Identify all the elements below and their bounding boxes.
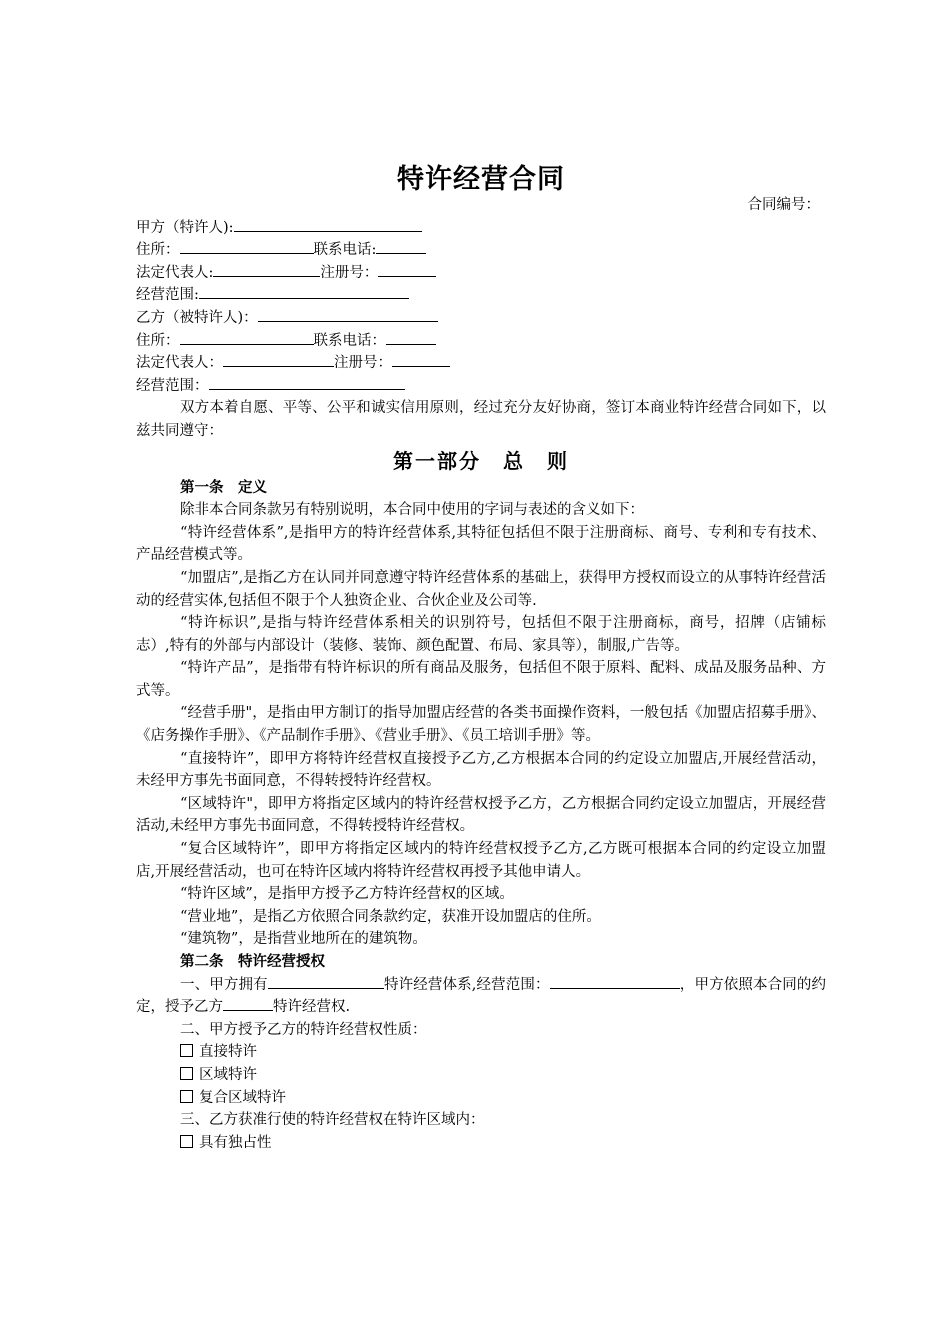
grant-clause-1 xyxy=(136,974,826,1019)
party-b-legal-rep-field[interactable] xyxy=(223,352,334,367)
option-label: 区域特许 xyxy=(199,1066,257,1083)
party-b-address-label: 住所： xyxy=(136,332,180,349)
grant-clause-1-part-c: ，甲方依照本合同的约定，授予乙方 xyxy=(136,976,827,1016)
party-a-name-label: 甲方（特许人): xyxy=(136,219,234,236)
granted-right-field[interactable] xyxy=(223,996,273,1011)
option-regional-franchise[interactable] xyxy=(136,1064,826,1087)
grant-clause-1-part-b: 特许经营体系,经营范围： xyxy=(383,976,550,993)
party-b-reg-no-field[interactable] xyxy=(392,352,450,367)
definition-item: “直接特许”，即甲方将特许经营权直接授予乙方,乙方根据本合同的约定设立加盟店,开展经营活动，未经甲方事先书面同意，不得转授特许经营权。 xyxy=(136,750,826,790)
party-a-scope-field[interactable] xyxy=(199,284,409,299)
business-scope-field[interactable] xyxy=(550,974,680,989)
definition-item: “复合区域特许”，即甲方将指定区域内的特许经营权授予乙方,乙方既可根据本合同的约定设立加盟店,开展经营活动，也可在特许区域内将特许经营权再授予其他申请人。 xyxy=(136,841,826,880)
party-a-reg-no-field[interactable] xyxy=(378,262,436,277)
definition-item: “加盟店”,是指乙方在认同并同意遵守特许经营体系的基础上，获得甲方授权而设立的从事特许经营活动的经营实体,包括但不限于个人独资企业、合伙企业及公司等. xyxy=(136,569,826,609)
option-exclusive[interactable] xyxy=(136,1132,826,1155)
party-a-address-label: 住所： xyxy=(136,242,180,259)
option-label: 具有独占性 xyxy=(199,1134,272,1151)
contract-number-label: 合同编号： xyxy=(747,197,820,213)
party-b-name-label: 乙方（被特许人)： xyxy=(136,309,258,326)
definition-item: “区域特许"，即甲方将指定区域内的特许经营权授予乙方，乙方根据合同约定设立加盟店，开展经营活动,未经甲方事先书面同意，不得转授特许经营权。 xyxy=(136,795,826,835)
article-1-heading: 第一条 定义 xyxy=(180,478,267,496)
article-2-heading: 第二条 特许经营授权 xyxy=(180,953,325,970)
party-a-phone-label: 联系电话: xyxy=(313,242,377,259)
party-a-phone-field[interactable] xyxy=(376,239,426,254)
grant-clause-2: 二、甲方授予乙方的特许经营权性质： xyxy=(180,1021,427,1038)
grant-clause-3: 三、乙方获准行使的特许经营权在特许区域内： xyxy=(180,1112,485,1129)
party-a-legal-rep-label: 法定代表人: xyxy=(136,264,214,281)
option-direct-franchise[interactable] xyxy=(136,1041,826,1064)
definition-item: “特许区域”，是指甲方授予乙方特许经营权的区域。 xyxy=(180,886,514,903)
definitions-intro: 除非本合同条款另有特别说明，本合同中使用的字词与表述的含义如下： xyxy=(180,502,644,519)
party-b-scope-field[interactable] xyxy=(209,375,405,390)
definition-item: “经营手册"，是指由甲方制订的指导加盟店经营的各类书面操作资料，一般包括《加盟店招募手册》、《店务操作手册》、《产品制作手册》、《营业手册》、《员工培训手册》等。 xyxy=(136,705,826,745)
checkbox-icon[interactable] xyxy=(180,1044,193,1057)
contract-title: 特许经营合同 xyxy=(397,164,565,195)
grant-clause-1-part-a: 一、甲方拥有 xyxy=(180,976,268,993)
checkbox-icon[interactable] xyxy=(180,1135,193,1148)
checkbox-icon[interactable] xyxy=(180,1090,193,1103)
party-a-block xyxy=(136,217,826,307)
party-b-legal-rep-label: 法定代表人： xyxy=(136,355,223,372)
option-composite-regional-franchise[interactable] xyxy=(136,1087,826,1110)
franchise-system-field[interactable] xyxy=(268,974,384,989)
party-b-phone-label: 联系电话： xyxy=(313,332,386,349)
party-b-reg-no-label: 注册号： xyxy=(334,355,392,372)
definitions-list xyxy=(136,522,826,951)
preamble: 双方本着自愿、平等、公平和诚实信用原则，经过充分友好协商，签订本商业特许经营合同如下，以兹共同遵守： xyxy=(136,400,826,439)
checkbox-icon[interactable] xyxy=(180,1067,193,1080)
party-b-phone-field[interactable] xyxy=(386,330,436,345)
party-b-address-field[interactable] xyxy=(180,330,314,345)
party-a-legal-rep-field[interactable] xyxy=(213,262,320,277)
party-b-name-field[interactable] xyxy=(258,307,438,322)
definition-item: “建筑物”，是指营业地所在的建筑物。 xyxy=(180,931,427,948)
contract-page xyxy=(136,160,826,1154)
definition-item: “特许经营体系”,是指甲方的特许经营体系,其特征包括但不限于注册商标、商号、专利和专有技术、产品经营模式等。 xyxy=(136,524,826,564)
grant-clause-1-part-d: 特许经营权. xyxy=(273,999,351,1016)
option-label: 复合区域特许 xyxy=(199,1089,286,1106)
option-label: 直接特许 xyxy=(199,1044,257,1061)
definition-item: “特许产品”，是指带有特许标识的所有商品及服务，包括但不限于原料、配料、成品及服务品种、方式等。 xyxy=(136,660,826,699)
party-a-address-field[interactable] xyxy=(180,239,314,254)
part-one-title: 第一部分 总 则 xyxy=(393,448,569,473)
party-a-reg-no-label: 注册号： xyxy=(320,264,379,281)
definition-item: “营业地”，是指乙方依照合同条款约定，获准开设加盟店的住所。 xyxy=(180,908,601,925)
party-a-name-field[interactable] xyxy=(234,217,422,232)
party-b-block xyxy=(136,307,826,397)
party-b-scope-label: 经营范围： xyxy=(136,377,209,394)
definition-item: “特许标识”,是指与特许经营体系相关的识别符号，包括但不限于注册商标，商号，招牌（店铺标志）,特有的外部与内部设计（装修、装饰、颜色配置、布局、家具等），制服,广告等。 xyxy=(136,615,826,654)
party-a-scope-label: 经营范围: xyxy=(136,287,199,304)
